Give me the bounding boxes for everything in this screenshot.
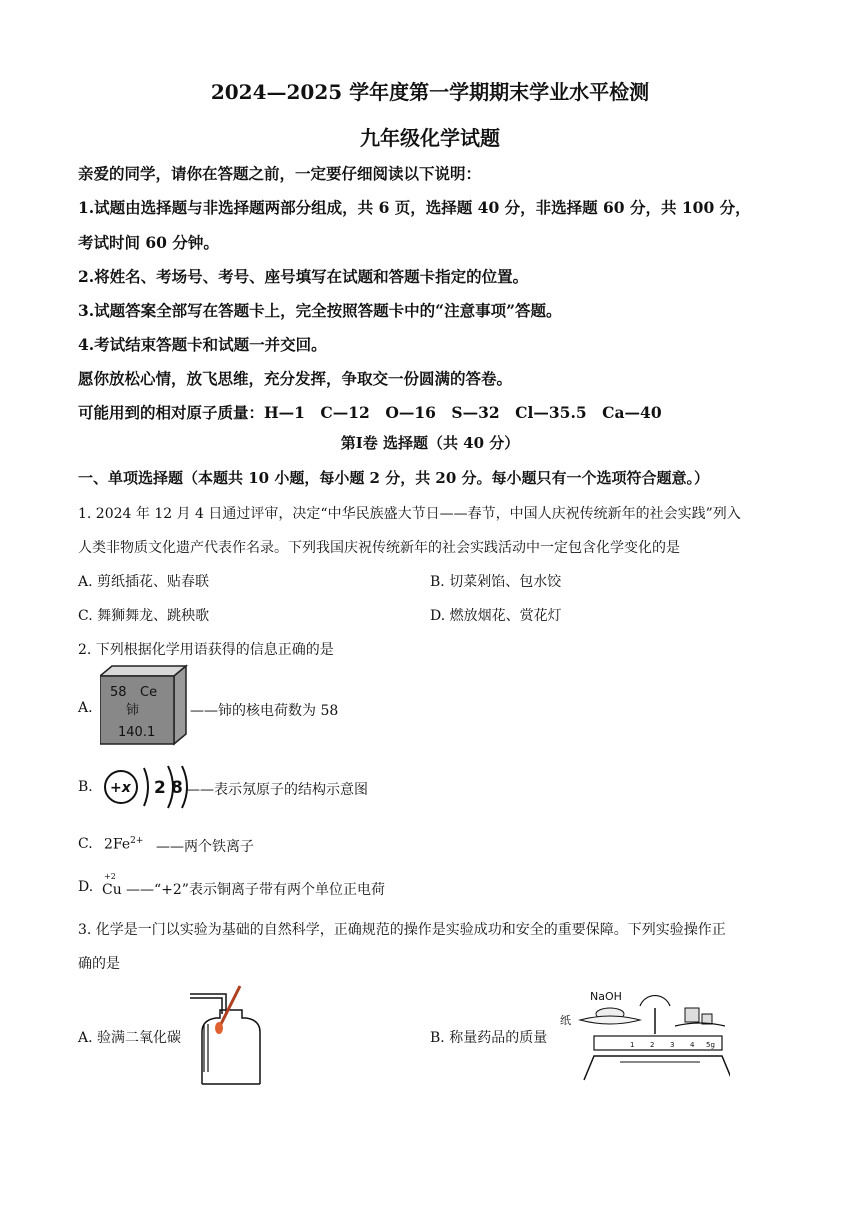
exam-subtitle: 九年级化学试题 [360, 126, 500, 150]
cerium-element-card-icon [100, 664, 190, 746]
q2-option-d-label: D. [78, 879, 94, 895]
paper-label: 纸 [560, 1014, 571, 1027]
q1-option-c: C. 舞狮舞龙、跳秧歌 [78, 608, 210, 624]
q2-option-b-label: B. [78, 779, 93, 795]
cell-name: 铈 [126, 703, 140, 718]
cell-mass: 140.1 [118, 725, 156, 740]
instructions-wish: 愿你放松心情，放飞思维，充分发挥，争取交一份圆满的答卷。 [78, 369, 513, 388]
q1-stem-line2: 人类非物质文化遗产代表作名录。下列我国庆祝传统新年的社会实践活动中一定包含化学变化的是 [78, 540, 680, 556]
scale-tick-4: 4 [690, 1041, 695, 1049]
instruction-item-3: 3.试题答案全部写在答题卡上，完全按照答题卡中的“注意事项”答题。 [78, 301, 562, 320]
scale-tick-3: 3 [670, 1041, 675, 1049]
q2-option-d-symbol: Cu [102, 882, 122, 898]
instructions-intro: 亲爱的同学，请你在答题之前，一定要仔细阅读以下说明： [78, 164, 482, 183]
instruction-item-1-cont: 考试时间 60 分钟。 [78, 233, 219, 252]
q3-option-a-label: A. 验满二氧化碳 [78, 1030, 182, 1046]
exam-title: 2024—2025 学年度第一学期期末学业水平检测 [210, 80, 650, 104]
section-title: 一、单项选择题（本题共 10 小题，每小题 2 分，共 20 分。每小题只有一个选项符合题意。） [78, 469, 710, 487]
q2-option-a-label: A. [78, 700, 93, 716]
cell-symbol: Ce [140, 685, 158, 700]
atom-structure-diagram-icon [100, 762, 190, 812]
part1-heading: 第Ⅰ卷 选择题（共 40 分） [340, 434, 520, 452]
q2-option-a-text: ——铈的核电荷数为 58 [190, 703, 339, 719]
q2-stem: 2. 下列根据化学用语获得的信息正确的是 [78, 642, 334, 658]
instruction-item-2: 2.将姓名、考场号、考号、座号填写在试题和答题卡指定的位置。 [78, 267, 529, 286]
instruction-item-1: 1.试题由选择题与非选择题两部分组成，共 6 页，选择题 40 分，非选择题 60 分，共 100 分， [78, 198, 751, 217]
scale-tick-5: 5g [706, 1041, 715, 1049]
q2-option-d-text: ——“+2”表示铜离子带有两个单位正电荷 [126, 882, 385, 898]
balance-scale-icon [560, 986, 730, 1084]
q2-option-c-label: C. [78, 836, 93, 852]
q3-stem-line2: 确的是 [78, 956, 120, 972]
nucleus-charge: +x [110, 780, 131, 796]
cell-atomic-number: 58 [110, 685, 127, 700]
instruction-item-4: 4.考试结束答题卡和试题一并交回。 [78, 335, 327, 354]
q2-option-b-text: ——表示氖原子的结构示意图 [186, 782, 368, 798]
scale-tick-2: 2 [650, 1041, 655, 1049]
q1-option-b: B. 切菜剁馅、包水饺 [430, 574, 562, 590]
gas-collection-bottle-icon [190, 984, 270, 1086]
shell-1-electrons: 2 [154, 778, 166, 798]
naoh-label: NaOH [590, 990, 622, 1003]
scale-tick-1: 1 [630, 1041, 635, 1049]
q1-stem-line1: 1. 2024 年 12 月 4 日通过评审，决定“中华民族盛大节日——春节，中国人庆祝传统新年的社会实践”列入 [78, 506, 741, 522]
q1-option-d: D. 燃放烟花、赏花灯 [430, 608, 562, 624]
q2-option-c-formula: $2Fe^{2+}$ [104, 836, 144, 853]
q3-stem-line1: 3. 化学是一门以实验为基础的自然科学，正确规范的操作是实验成功和安全的重要保障。下列实验操作正 [78, 922, 726, 938]
shell-2-electrons: 8 [171, 778, 183, 798]
atomic-mass-list: 可能用到的相对原子质量：H—1 C—12 O—16 S—32 Cl—35.5 Ca—40 [78, 403, 662, 422]
q1-option-a: A. 剪纸插花、贴春联 [78, 574, 210, 590]
q2-option-d-charge: +2 [104, 872, 116, 881]
q2-option-c-text: ——两个铁离子 [156, 839, 254, 855]
q3-option-b-label: B. 称量药品的质量 [430, 1030, 548, 1046]
